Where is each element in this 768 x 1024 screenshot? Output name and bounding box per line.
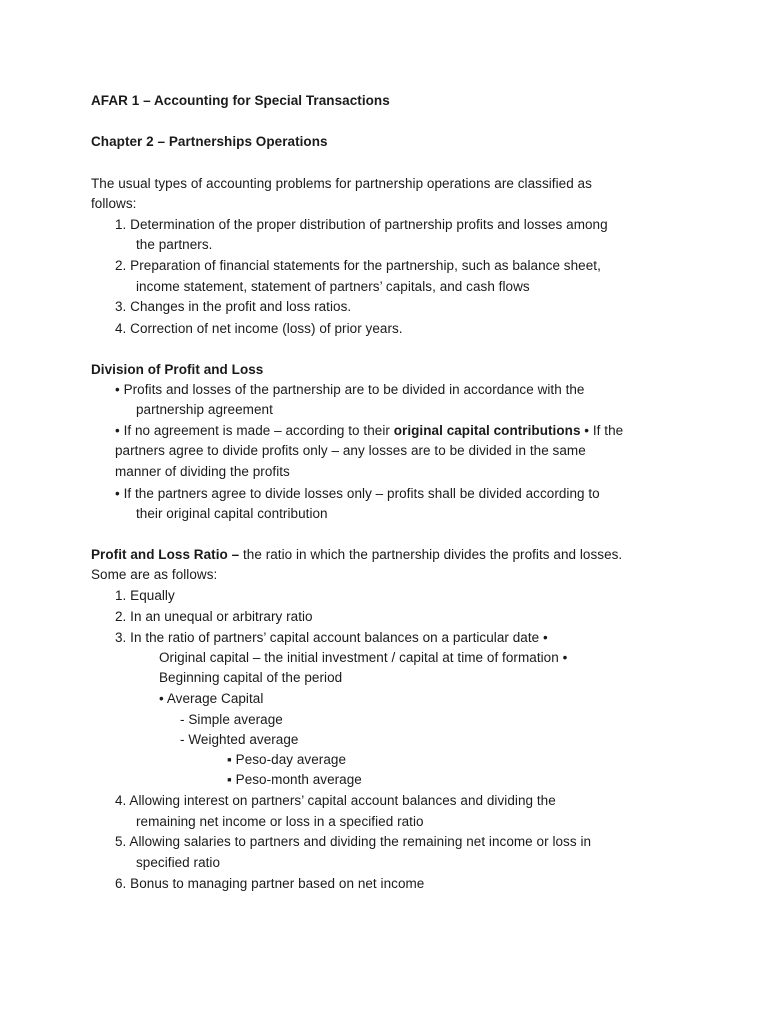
intro-line-1: The usual types of accounting problems for partnership operations are classified as	[91, 176, 592, 191]
ratio-simple-average: - Simple average	[180, 712, 283, 727]
ratio-item-3-average: • Average Capital	[159, 691, 264, 706]
ratio-item-2: 2. In an unequal or arbitrary ratio	[115, 609, 313, 624]
ratio-definition	[91, 546, 622, 564]
ratio-item-5: 5. Allowing salaries to partners and dividing the remaining net income or loss in	[115, 834, 592, 849]
division-bullet-2	[115, 422, 623, 440]
division-bullet-1: • Profits and losses of the partnership are to be divided in accordance with the	[115, 382, 585, 397]
intro-item-2-cont: income statement, statement of partners’ capitals, and cash flows	[136, 279, 530, 294]
division-bullet-2-tail: • If the	[580, 423, 624, 438]
ratio-peso-day: ▪ Peso-day average	[227, 752, 347, 767]
intro-item-2: 2. Preparation of financial statements for the partnership, such as balance sheet,	[115, 258, 601, 273]
ratio-item-4: 4. Allowing interest on partners’ capital account balances and dividing the	[115, 793, 556, 808]
document-title: AFAR 1 – Accounting for Special Transactions	[91, 93, 390, 108]
intro-item-1-cont: the partners.	[136, 237, 213, 252]
ratio-weighted-average: - Weighted average	[180, 732, 299, 747]
ratio-item-3-original: Original capital – the initial investment / capital at time of formation •	[159, 650, 568, 665]
ratio-intro: Some are as follows:	[91, 567, 218, 582]
division-bullet-3: • If the partners agree to divide losses only – profits shall be divided according to	[115, 486, 600, 501]
ratio-item-5-cont: specified ratio	[136, 855, 221, 870]
ratio-item-4-cont: remaining net income or loss in a specified ratio	[136, 814, 424, 829]
ratio-description: the ratio in which the partnership divides the profits and losses.	[239, 547, 623, 562]
original-capital-emphasis: original capital contributions	[393, 423, 581, 438]
intro-line-2: follows:	[91, 196, 137, 211]
intro-item-3: 3. Changes in the profit and loss ratios.	[115, 299, 352, 314]
ratio-item-3: 3. In the ratio of partners’ capital account balances on a particular date •	[115, 630, 548, 645]
division-bullet-2-line-3: manner of dividing the profits	[115, 464, 290, 479]
division-bullet-1-cont: partnership agreement	[136, 402, 273, 417]
division-bullet-3-cont: their original capital contribution	[136, 506, 328, 521]
division-bullet-2-line-2: partners agree to divide profits only – any losses are to be divided in the same	[115, 443, 586, 458]
intro-item-4: 4. Correction of net income (loss) of prior years.	[115, 321, 403, 336]
intro-item-1: 1. Determination of the proper distribution of partnership profits and losses among	[115, 217, 608, 232]
division-bullet-2-text: • If no agreement is made – according to their	[115, 423, 394, 438]
ratio-item-6: 6. Bonus to managing partner based on net income	[115, 876, 425, 891]
division-heading: Division of Profit and Loss	[91, 362, 264, 377]
chapter-heading: Chapter 2 – Partnerships Operations	[91, 134, 328, 149]
ratio-item-3-beginning: Beginning capital of the period	[159, 670, 343, 685]
ratio-heading: Profit and Loss Ratio –	[91, 547, 240, 562]
ratio-peso-month: ▪ Peso-month average	[227, 772, 362, 787]
ratio-item-1: 1. Equally	[115, 588, 175, 603]
